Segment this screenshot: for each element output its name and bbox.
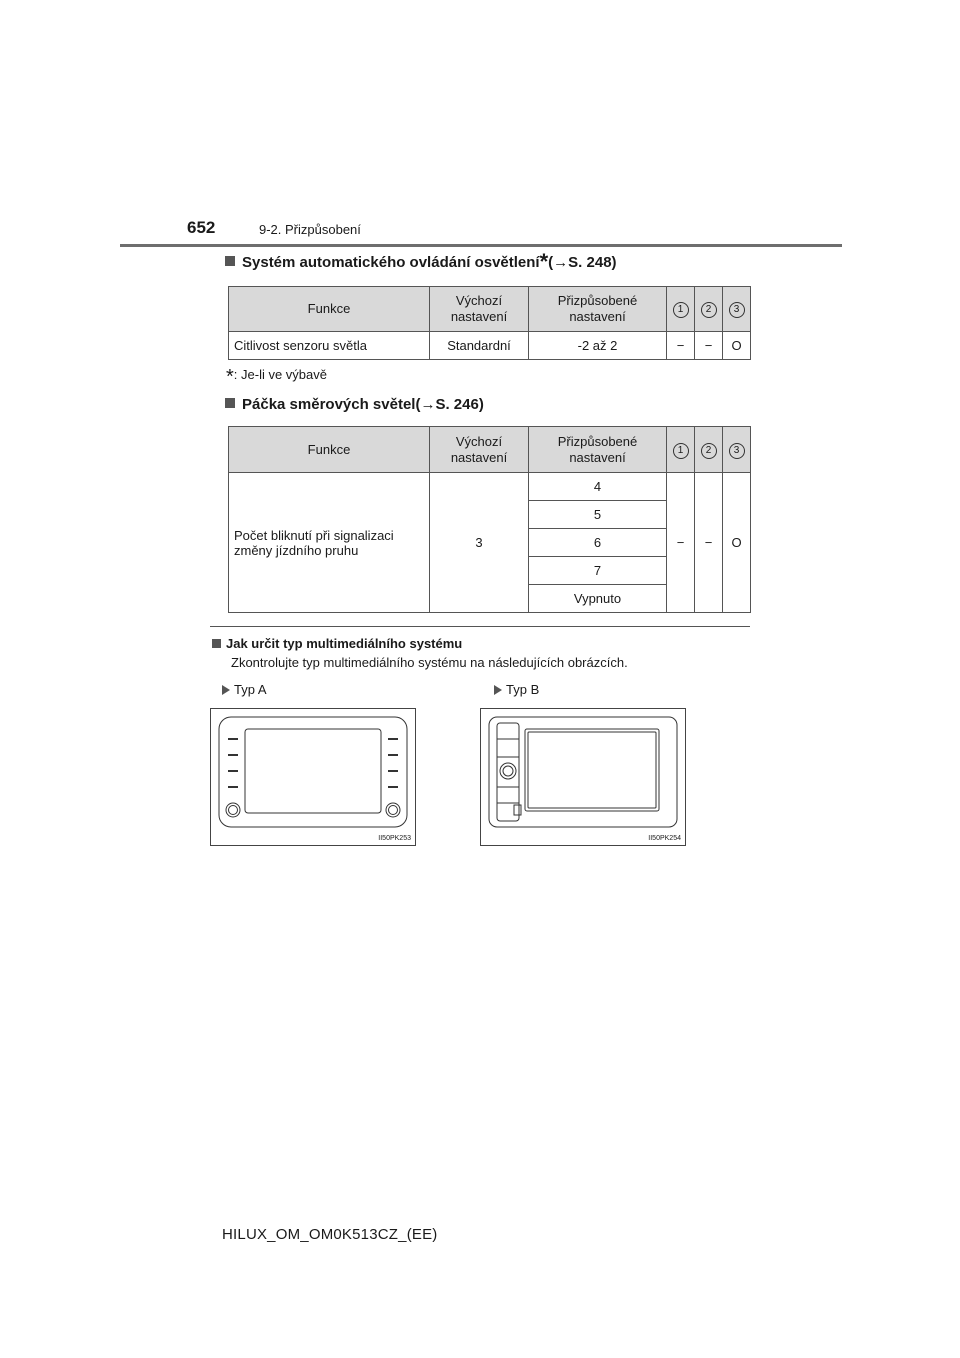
- header-function: Funkce: [229, 427, 430, 473]
- triangle-bullet-icon: [494, 685, 502, 695]
- cell-option: 5: [529, 501, 667, 529]
- cell-option: 4: [529, 473, 667, 501]
- cell-col1: −: [667, 473, 695, 613]
- type-a-label-text: Typ A: [234, 682, 267, 697]
- circled-2-icon: 2: [701, 443, 717, 459]
- section1-heading-ref: (→S. 248): [548, 254, 617, 271]
- cell-function: Počet bliknutí při signalizaci změny jízdního pruhu: [229, 473, 430, 613]
- type-b-label-text: Typ B: [506, 682, 540, 697]
- note-title: [212, 636, 462, 651]
- table-row: [229, 473, 751, 501]
- header-custom: Přizpůsobené nastavení: [529, 287, 667, 332]
- page-number: 652: [187, 218, 216, 237]
- cell-custom: -2 až 2: [529, 332, 667, 360]
- note-title-text: Jak určit typ multimediálního systému: [226, 636, 463, 651]
- circled-3-icon: 3: [729, 302, 745, 318]
- cell-option: 6: [529, 529, 667, 557]
- cell-col2: −: [695, 473, 723, 613]
- header-custom: Přizpůsobené nastavení: [529, 427, 667, 473]
- settings-table-2: [228, 426, 751, 613]
- section-title: 9-2. Přizpůsobení: [259, 222, 361, 237]
- header-default: Výchozí nastavení: [430, 427, 529, 473]
- cell-default: 3: [430, 473, 529, 613]
- section2-heading-ref: (→S. 246): [415, 396, 484, 413]
- circled-1-icon: 1: [673, 443, 689, 459]
- circled-2-icon: 2: [701, 302, 717, 318]
- bullet-square-icon: [212, 639, 221, 648]
- type-a-label: [222, 682, 267, 697]
- footnote-text: : Je-li ve výbavě: [233, 367, 327, 382]
- cell-function: Citlivost senzoru světla: [229, 332, 430, 360]
- footnote: [226, 366, 327, 388]
- circled-1-icon: 1: [673, 302, 689, 318]
- circled-3-icon: 3: [729, 443, 745, 459]
- table-header-row: [229, 287, 751, 332]
- settings-table-1: [228, 286, 751, 360]
- table-header-row: [229, 427, 751, 473]
- footer-document-code: HILUX_OM_OM0K513CZ_(EE): [222, 1226, 438, 1243]
- multimedia-unit-b-illustration: [481, 709, 685, 845]
- section1-heading: [225, 249, 617, 274]
- section2-heading: [225, 396, 484, 413]
- divider: [210, 626, 750, 627]
- header-rule: [120, 244, 842, 247]
- figure-code: II50PK253: [378, 835, 411, 842]
- bullet-square-icon: [225, 256, 235, 266]
- header-default: Výchozí nastavení: [430, 287, 529, 332]
- cell-col3: O: [723, 332, 751, 360]
- cell-option: Vypnuto: [529, 585, 667, 613]
- figure-type-a: [210, 708, 416, 846]
- figure-type-b: [480, 708, 686, 846]
- footnote-asterisk: *: [226, 366, 234, 388]
- figure-code: II50PK254: [648, 835, 681, 842]
- multimedia-unit-a-illustration: [211, 709, 415, 845]
- note-text: Zkontrolujte typ multimediálního systému na následujících obrázcích.: [231, 655, 628, 670]
- bullet-square-icon: [225, 398, 235, 408]
- cell-default: Standardní: [430, 332, 529, 360]
- type-b-label: [494, 682, 539, 697]
- section1-heading-text: Systém automatického ovládání osvětlení: [242, 254, 540, 271]
- asterisk-mark: *: [539, 249, 549, 274]
- cell-col3: O: [723, 473, 751, 613]
- cell-option: 7: [529, 557, 667, 585]
- cell-col1: −: [667, 332, 695, 360]
- cell-col2: −: [695, 332, 723, 360]
- triangle-bullet-icon: [222, 685, 230, 695]
- header-function: Funkce: [229, 287, 430, 332]
- section2-heading-text: Páčka směrových světel: [242, 396, 416, 413]
- table-row: [229, 332, 751, 360]
